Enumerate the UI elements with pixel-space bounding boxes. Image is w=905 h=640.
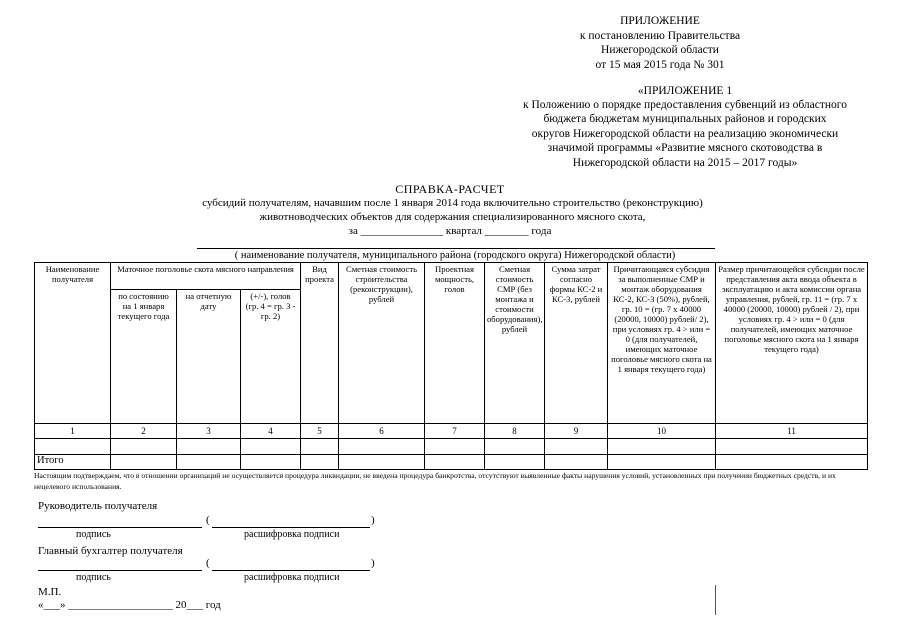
subtitle-line-2: животноводческих объектов для содержания специализированного мясного скота,: [259, 211, 646, 223]
annex-title: ПРИЛОЖЕНИЕ: [620, 15, 700, 27]
column-number: 11: [716, 424, 868, 439]
annex-line-4: от 15 мая 2015 года № 301: [595, 59, 725, 71]
signature-caption: подпись: [76, 529, 111, 540]
column-number: 10: [608, 424, 716, 439]
date-line: «___» ___________________ 20___ год: [38, 599, 221, 611]
decryption-caption: расшифровка подписи: [244, 529, 340, 540]
scan-mark: [715, 585, 716, 615]
column-number: 9: [545, 424, 608, 439]
accountant-signature-line: [38, 570, 202, 571]
column-number: 2: [111, 424, 177, 439]
column-number-row: [35, 424, 868, 439]
header-stock-jan1: по состоянию на 1 января текущего года: [111, 290, 177, 424]
head-label: Руководитель получателя: [38, 500, 158, 512]
column-number: 3: [177, 424, 241, 439]
column-number: 1: [35, 424, 111, 439]
head-signature-line: [38, 527, 202, 528]
calculation-table: [34, 262, 868, 470]
confirmation-note: Настоящим подтверждаем, что в отношении организаций не осуществляется процедура ликвидации, не введена процедура банкротства, отсутствуют выявленные факты нарушения условий, установленных при получении бюджетных средств, и их нецелевого использования.: [34, 471, 836, 491]
header-subsidy-due: Причитающаяся субсидия за выполненные СМР и монтаж оборудования КС-2, КС-3 (50%), рублей, гр. 10 = (гр. 7 х 40000 (20000, 10000) рублей/ 2), при условиях гр. 4 > или = 0 (для получателей, имеющих маточное поголовье мясного скота на 1 января текущего года): [608, 263, 716, 424]
column-number: 4: [241, 424, 301, 439]
paren-open: (: [206, 514, 210, 526]
total-row: [35, 455, 868, 470]
annex1-line-5: значимой программы «Развитие мясного скотоводства в: [547, 142, 823, 154]
header-estimated-smr-cost: Сметная стоимость СМР (без монтажа и стоимости оборудования), рублей: [485, 263, 545, 424]
annex1-line-3: бюджета бюджетам муниципальных районов и городских: [543, 113, 827, 125]
header-recipient-name: Наименование получателя: [35, 263, 111, 424]
annex-line-2: к постановлению Правительства: [579, 30, 741, 42]
header-project-type: Вид проекта: [301, 263, 339, 424]
annex1-line-4: округов Нижегородской области на реализацию экономически: [531, 128, 839, 140]
column-number: 6: [339, 424, 425, 439]
header-subsidy-after-commissioning: Размер причитающейся субсидии после представления акта ввода объекта в эксплуатацию и акта комиссии органа управления, рублей, гр. 11 = (гр. 7 х 40000 (20000, 10000) рублей / 2), при условиях гр. 4 > или = 0 (для получателей, имеющих маточное поголовье мясного скота на 1 января текущего года): [716, 263, 868, 424]
header-estimated-construction-cost: Сметная стоимость строительства (реконструкции), рублей: [339, 263, 425, 424]
recipient-name-line: [197, 248, 715, 249]
annex1-line-2: к Положению о порядке предоставления субвенций из областного: [523, 99, 847, 111]
total-label: Итого: [35, 455, 111, 470]
column-number: 8: [485, 424, 545, 439]
document-title: СПРАВКА-РАСЧЕТ: [395, 182, 505, 196]
paren-close: ): [371, 557, 375, 569]
header-breeding-stock: Маточное поголовье скота мясного направления: [111, 263, 301, 290]
decryption-caption: расшифровка подписи: [244, 572, 340, 583]
signature-caption: подпись: [76, 572, 111, 583]
stamp-label: М.П.: [38, 586, 62, 598]
annex-line-3: Нижегородской области: [601, 44, 719, 56]
header-design-capacity: Проектная мощность, голов: [425, 263, 485, 424]
header-ks-costs: Сумма затрат согласно формы КС-2 и КС-3, рублей: [545, 263, 608, 424]
paren-open: (: [206, 557, 210, 569]
accountant-label: Главный бухгалтер получателя: [38, 545, 183, 557]
header-stock-reporting-date: на отчетную дату: [177, 290, 241, 424]
column-number: 5: [301, 424, 339, 439]
column-number: 7: [425, 424, 485, 439]
subtitle-line-1: субсидий получателям, начавшим после 1 января 2014 года включительно строительство (реконструкцию): [202, 197, 703, 209]
recipient-caption: ( наименование получателя, муниципального района (городского округа) Нижегородской области): [234, 250, 676, 261]
paren-close: ): [371, 514, 375, 526]
header-stock-change: (+/-), голов (гр. 4 = гр. 3 - гр. 2): [241, 290, 301, 424]
annex1-title: «ПРИЛОЖЕНИЕ 1: [637, 85, 733, 97]
table-row: [35, 439, 868, 455]
head-decryption-line: [212, 527, 370, 528]
annex1-line-6: Нижегородской области на 2015 – 2017 годы»: [572, 157, 798, 169]
accountant-decryption-line: [212, 570, 370, 571]
period-line: за _______________ квартал ________ года: [348, 225, 552, 237]
